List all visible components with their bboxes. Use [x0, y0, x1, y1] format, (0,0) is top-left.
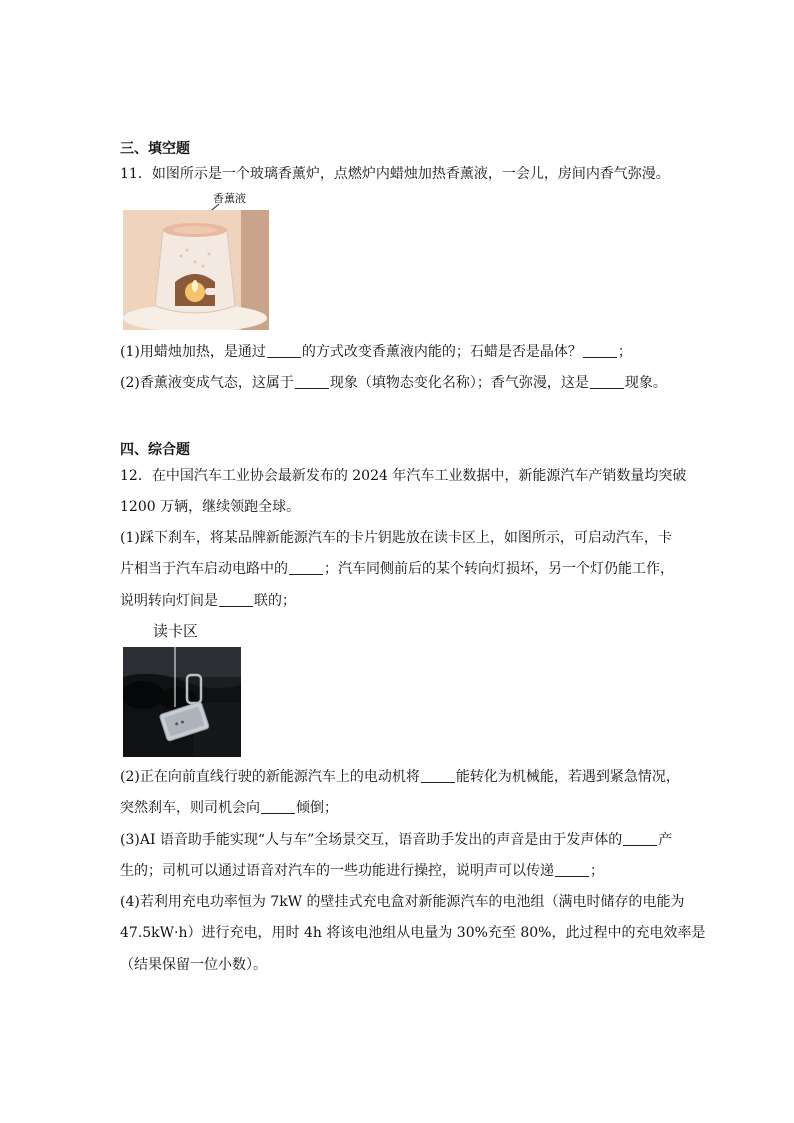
question-12-part-4-line-2: 47.5kW·h）进行充电，用时 4h 将该电池组从电量为 30%充至 80%，此过程中的充电效率是 [120, 925, 706, 941]
question-11-stem: 11．如图所示是一个玻璃香薰炉，点燃炉内蜡烛加热香薰液，一会儿，房间内香气弥漫。 [120, 166, 670, 182]
figure-card-reader [123, 620, 243, 757]
question-12-part-1-line-1: (1)踩下刹车，将某品牌新能源汽车的卡片钥匙放在读卡区上，如图所示，可启动汽车，卡 [120, 530, 672, 546]
question-11-part-1: (1)用蜡烛加热，是通过 的方式改变香薰液内能的；石蜡是否是晶体？ ； [120, 344, 632, 360]
question-12-part-1-line-2: 片相当于汽车启动电路中的 ；汽车同侧前后的某个转向灯损坏，另一个灯仍能工作， [120, 561, 674, 577]
section-heading-comprehensive: 四、综合题 [120, 442, 190, 458]
answer-blank[interactable] [295, 374, 329, 389]
answer-blank[interactable] [267, 343, 301, 358]
answer-blank[interactable] [219, 592, 253, 607]
question-12-part-2-line-1: (2)正在向前直线行驶的新能源汽车上的电动机将 能转化为机械能，若遇到紧急情况， [120, 769, 680, 785]
answer-blank[interactable] [421, 768, 455, 783]
figure-label-aroma-liquid: 香薰液 [213, 193, 246, 205]
answer-blank[interactable] [623, 831, 657, 846]
card-reader-photo [123, 647, 241, 757]
aroma-burner-photo [123, 210, 269, 330]
question-12-part-3-line-1: (3)AI 语音助手能实现“人与车”全场景交互，语音助手发出的声音是由于发声体的 产 [120, 832, 673, 848]
question-12-part-4-line-1: (4)若利用充电功率恒为 7kW 的壁挂式充电盒对新能源汽车的电池组（满电时储存的电能为 [120, 894, 685, 910]
answer-blank[interactable] [289, 560, 323, 575]
question-12-part-2-line-2: 突然刹车，则司机会向 倾倒； [120, 800, 338, 816]
answer-blank[interactable] [261, 799, 295, 814]
question-12-part-1-line-3: 说明转向灯间是 联的； [120, 593, 296, 609]
question-12-stem-line-2: 1200 万辆，继续领跑全球。 [120, 499, 301, 515]
answer-blank[interactable] [590, 374, 624, 389]
figure-label-card-reader-area: 读卡区 [153, 623, 199, 640]
figure-aroma-burner [123, 190, 269, 330]
question-11-part-2: (2)香薰液变成气态，这属于 现象（填物态变化名称）；香气弥漫，这是 现象。 [120, 375, 667, 391]
answer-blank[interactable] [555, 862, 589, 877]
question-12-part-3-line-2: 生的；司机可以通过语音对汽车的一些功能进行操控，说明声可以传递 ； [120, 863, 604, 879]
question-12-stem-line-1: 12．在中国汽车工业协会最新发布的 2024 年汽车工业数据中，新能源汽车产销数量均突破 [120, 468, 687, 484]
question-12-part-4-line-3: （结果保留一位小数）。 [120, 957, 267, 973]
answer-blank[interactable] [583, 343, 617, 358]
section-heading-fill-blank: 三、填空题 [120, 141, 190, 157]
